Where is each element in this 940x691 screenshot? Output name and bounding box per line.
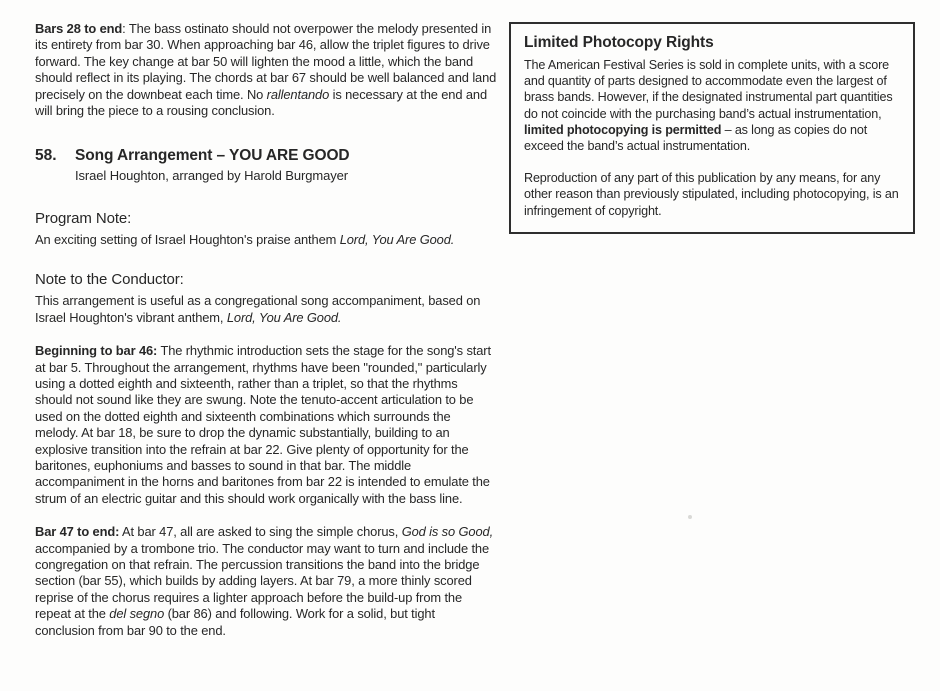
left-column [35, 21, 497, 639]
text-run: Lord, You Are Good. [226, 309, 342, 325]
text-run: rallentando [266, 86, 330, 102]
song-heading [35, 146, 497, 185]
song-title: Song Arrangement – YOU ARE GOOD [75, 147, 350, 165]
bar-47-to-end-paragraph [35, 524, 497, 639]
text-run: limited photocopying is permitted [524, 122, 722, 137]
text-run: : The bass ostinato should not overpower the melody presented in its entirety from bar 30. When approaching bar 46, allow the triplet figures to drive forward. The key change at bar 50 will lighten the mood a little, which the band should reflect in its playing. The chords at bar 67 should be well balanced and land precisely on the downbeat each time. No [35, 21, 497, 102]
bars-28-to-end-paragraph [35, 21, 497, 119]
text-run: Bar 47 to end: [35, 524, 120, 540]
program-note-body [35, 232, 497, 248]
text-run: This arrangement is useful as a congregational song accompaniment, based on Israel Houghton's vibrant anthem, [35, 293, 481, 325]
beginning-to-bar-46-paragraph [35, 343, 497, 507]
text-run: is necessary at the end and will bring the piece to a rousing conclusion. [35, 86, 488, 119]
song-number: 58. [35, 147, 57, 165]
conductor-note-heading: Note to the Conductor: [35, 271, 184, 289]
text-run: Bars 28 to end [35, 21, 123, 36]
song-heading-text [75, 146, 350, 185]
text-run: Lord, You Are Good. [339, 231, 455, 247]
photocopy-rights-paragraph-2 [524, 170, 900, 219]
text-run: God is so Good, [401, 524, 494, 540]
text-run: (bar 86) and following. Work for a solid, but tight conclusion from bar 90 to the end. [35, 606, 435, 638]
text-run: The American Festival Series is sold in complete units, with a score and quantity of parts designed to accommodate even the largest of brass bands. However, if the designated instrumental part quantities do not coincide with the purchasing band’s actual instrumentation, [524, 58, 893, 121]
photocopy-rights-heading: Limited Photocopy Rights [524, 34, 714, 51]
text-run: del segno [109, 606, 165, 622]
text-run: The rhythmic introduction sets the stage for the song's start at bar 5. Throughout the arrangement, rhythms have been "rounded," particularly using a dotted eighth and sixteenth, rather than a triplet, so that the rhythms should not sound like they are swung. Note the tenuto-accent articulation to be used on the dotted eighth and sixteenth combinations which surrounds the melody. At bar 18, be sure to drop the dynamic substantially, building to an explosive transition into the refrain at bar 22. Give plenty of opportunity for the baritones, euphoniums and basses to sound in that bar. The middle accompaniment in the horns and baritones from bar 22 is intended to emulate the strum of an electric guitar and this should work organically with the bass line. [35, 343, 491, 506]
text-run: Reproduction of any part of this publication by any means, for any other reason than previously stipulated, including photocopying, is an infringement of copyright. [524, 171, 899, 218]
text-run: – as long as copies do not exceed the band’s actual instrumentation. [524, 122, 868, 154]
text-run: At bar 47, all are asked to sing the simple chorus, [119, 524, 402, 540]
photocopy-rights-box [509, 22, 915, 234]
program-note-heading: Program Note: [35, 209, 132, 227]
text-run: An exciting setting of Israel Houghton's praise anthem [35, 231, 340, 247]
conductor-note-intro [35, 293, 497, 326]
scan-artifact-speck [688, 515, 692, 519]
song-byline: Israel Houghton, arranged by Harold Burgmayer [75, 168, 348, 184]
text-run: Beginning to bar 46: [35, 343, 158, 359]
photocopy-rights-paragraph-1 [524, 57, 900, 154]
text-run: accompanied by a trombone trio. The conductor may want to turn and include the congregation on that refrain. The percussion transitions the band into the bridge section (bar 55), which builds by adding layers. At bar 79, a more thinly scored reprise of the chorus requires a lighter approach before the build-up from the repeat at the [35, 540, 490, 622]
